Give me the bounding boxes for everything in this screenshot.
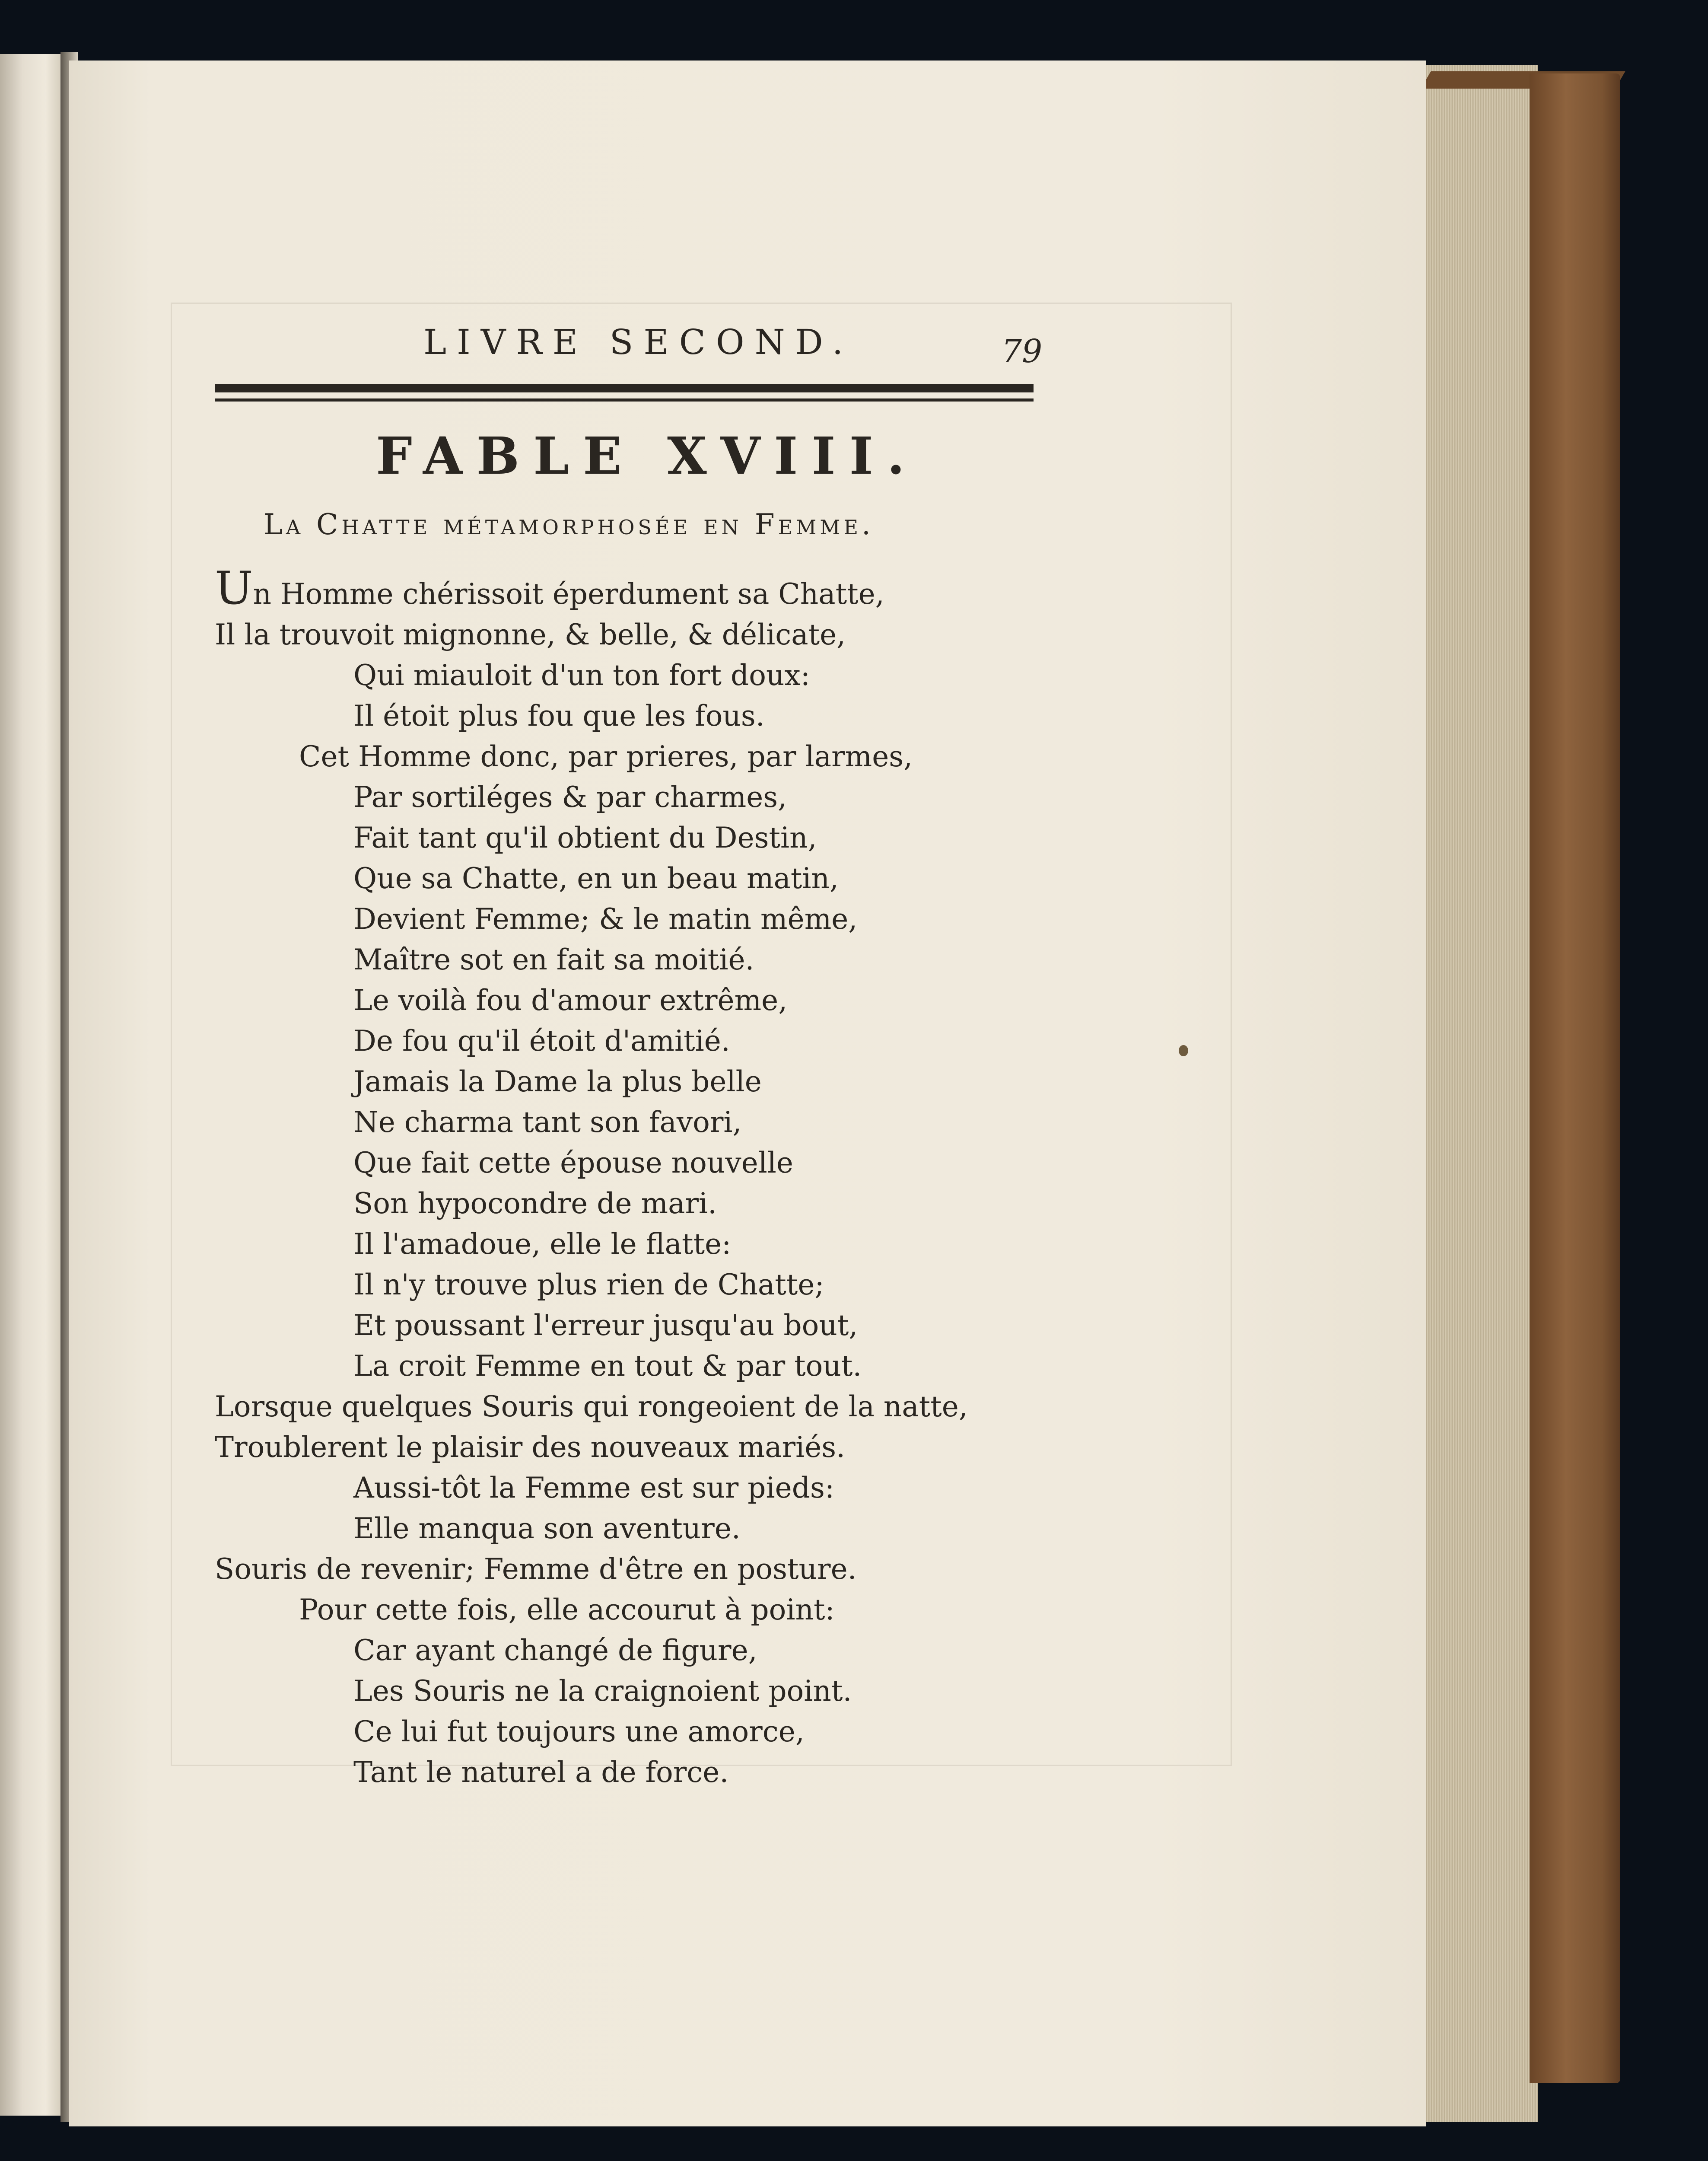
poem-line: Devient Femme; & le matin même, bbox=[353, 902, 858, 936]
poem-line: Il n'y trouve plus rien de Chatte; bbox=[353, 1268, 824, 1301]
poem-line: Car ayant changé de figure, bbox=[353, 1634, 757, 1667]
poem-line: Pour cette fois, elle accourut à point: bbox=[299, 1593, 835, 1626]
facing-page-edge bbox=[0, 54, 65, 2116]
running-head: LIVRE SECOND. bbox=[423, 322, 854, 362]
poem-line: Tant le naturel a de force. bbox=[353, 1756, 729, 1789]
poem-line-text: n Homme chérissoit éperdument sa Chatte, bbox=[253, 577, 884, 611]
poem-line: Ce lui fut toujours une amorce, bbox=[353, 1715, 805, 1748]
fable-subtitle: La Chatte métamorphosée en Femme. bbox=[264, 508, 875, 541]
poem-line: Que sa Chatte, en un beau matin, bbox=[353, 862, 839, 895]
page-number: 79 bbox=[1002, 333, 1043, 370]
poem-line: Aussi-tôt la Femme est sur pieds: bbox=[353, 1471, 835, 1504]
poem-line: Elle manqua son aventure. bbox=[353, 1512, 741, 1545]
poem-line: Cet Homme donc, par prieres, par larmes, bbox=[299, 740, 913, 773]
poem-line bbox=[215, 562, 884, 615]
foxing-spot bbox=[1179, 1045, 1188, 1056]
drop-cap: U bbox=[215, 562, 253, 615]
poem-line: Jamais la Dame la plus belle bbox=[353, 1065, 762, 1098]
leather-cover bbox=[1530, 73, 1620, 2083]
poem-line: Troublerent le plaisir des nouveaux mariés. bbox=[215, 1431, 846, 1464]
poem-line: Il étoit plus fou que les fous. bbox=[353, 699, 765, 733]
page-edges bbox=[1417, 65, 1538, 2122]
poem-line: Que fait cette épouse nouvelle bbox=[353, 1146, 793, 1179]
poem-line: De fou qu'il étoit d'amitié. bbox=[353, 1024, 730, 1058]
header-rule-thin bbox=[215, 398, 1034, 402]
poem-line: Le voilà fou d'amour extrême, bbox=[353, 984, 788, 1017]
poem-line: Ne charma tant son favori, bbox=[353, 1106, 742, 1139]
poem-line: Il la trouvoit mignonne, & belle, & délicate, bbox=[215, 618, 846, 651]
poem-line: Son hypocondre de mari. bbox=[353, 1187, 717, 1220]
poem-line: Et poussant l'erreur jusqu'au bout, bbox=[353, 1309, 858, 1342]
poem-line: La croit Femme en tout & par tout. bbox=[353, 1349, 862, 1383]
poem-line: Fait tant qu'il obtient du Destin, bbox=[353, 821, 817, 854]
poem-line: Maître sot en fait sa moitié. bbox=[353, 943, 754, 976]
poem-line: Les Souris ne la craignoient point. bbox=[353, 1674, 852, 1708]
header-rule-thick bbox=[215, 384, 1034, 392]
poem-line: Qui miauloit d'un ton fort doux: bbox=[353, 659, 810, 692]
fable-title: FABLE XVIII. bbox=[376, 426, 919, 486]
poem-line: Par sortiléges & par charmes, bbox=[353, 781, 787, 814]
poem-line: Souris de revenir; Femme d'être en posture. bbox=[215, 1552, 857, 1586]
poem-line: Lorsque quelques Souris qui rongeoient de la natte, bbox=[215, 1390, 968, 1423]
poem-line: Il l'amadoue, elle le flatte: bbox=[353, 1227, 732, 1261]
